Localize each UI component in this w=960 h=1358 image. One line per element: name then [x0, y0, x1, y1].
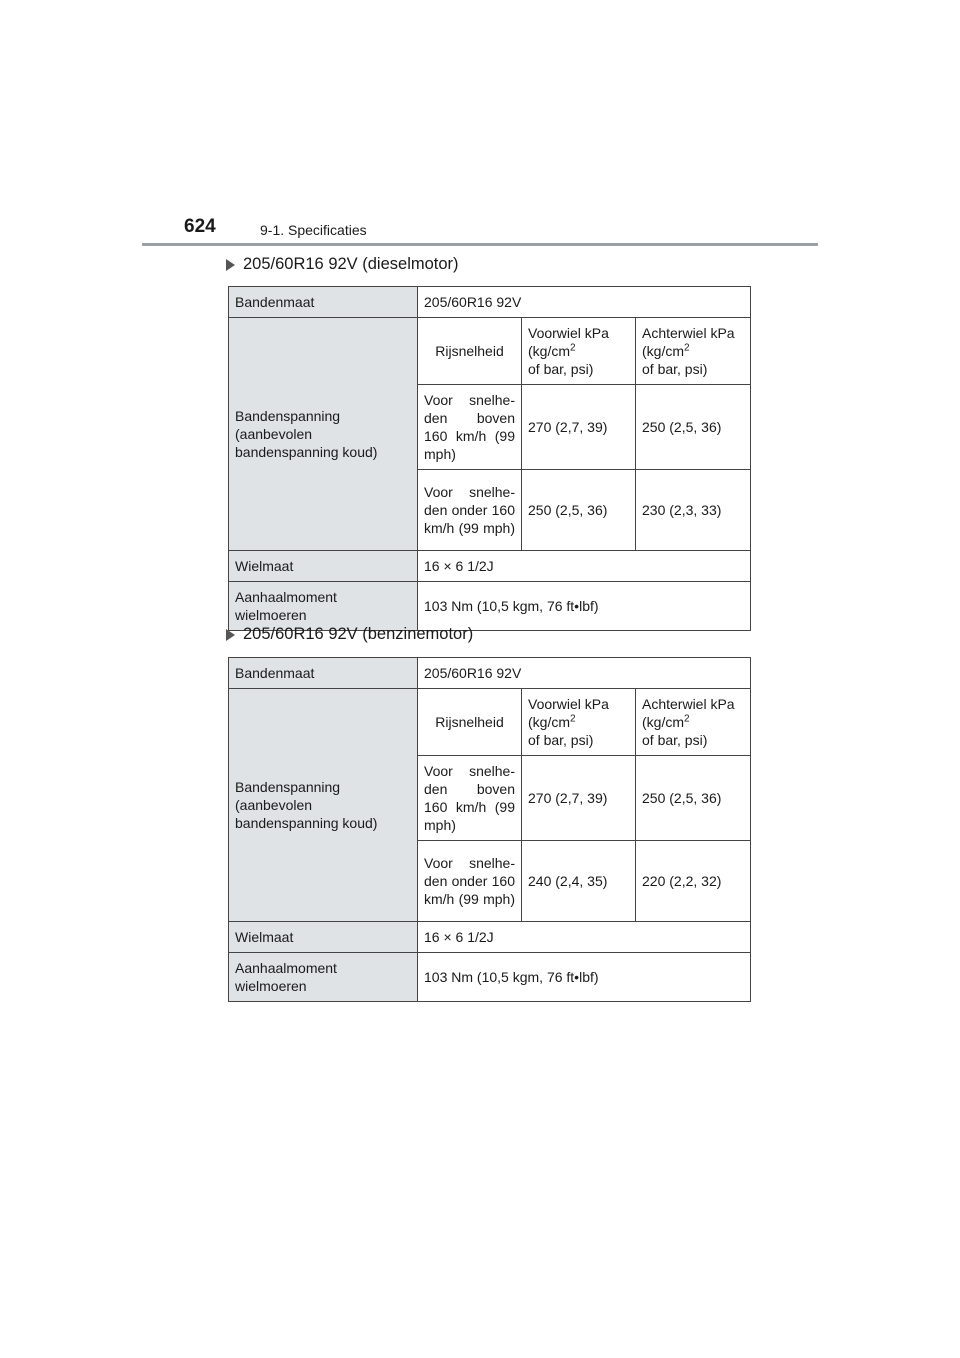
spec-table-petrol	[228, 657, 751, 1002]
page-number: 624	[184, 216, 216, 237]
rear-header-suffix: of bar, psi)	[642, 361, 708, 377]
torque-value: 103 Nm (10,5 kgm, 76 ft•lbf)	[418, 582, 751, 631]
pressure-label: Bandenspanning (aanbevolen bandenspanning koud)	[229, 318, 418, 551]
front-header-text: Voorwiel kPa (kg/cm	[528, 696, 609, 730]
front-header-text: Voorwiel kPa (kg/cm	[528, 325, 609, 359]
tire-size-label: Bandenmaat	[229, 287, 418, 318]
wheel-size-label: Wielmaat	[229, 551, 418, 582]
rear-header-suffix: of bar, psi)	[642, 732, 708, 748]
header-rule	[142, 243, 818, 246]
arrow-right-icon	[226, 259, 235, 271]
tire-size-value: 205/60R16 92V	[418, 658, 751, 689]
pressure-label: Bandenspanning (aanbevolen bandenspanning koud)	[229, 689, 418, 922]
front-pressure-cell: 270 (2,7, 39)	[522, 756, 636, 841]
front-header-suffix: of bar, psi)	[528, 732, 594, 748]
rear-header	[636, 689, 751, 756]
wheel-size-value: 16 × 6 1/2J	[418, 922, 751, 953]
section-title: 9-1. Specificaties	[260, 222, 367, 238]
wheel-size-label: Wielmaat	[229, 922, 418, 953]
spec-table-diesel	[228, 286, 751, 631]
superscript: 2	[684, 342, 690, 354]
front-pressure-cell: 270 (2,7, 39)	[522, 385, 636, 470]
speed-cell: Voor snelhe- den onder 160 km/h (99 mph)	[418, 470, 522, 551]
table-heading-petrol	[226, 625, 473, 644]
rear-pressure-cell: 250 (2,5, 36)	[636, 385, 751, 470]
superscript: 2	[684, 713, 690, 725]
speed-header: Rijsnelheid	[418, 689, 522, 756]
rear-header-text: Achterwiel kPa (kg/cm	[642, 696, 735, 730]
arrow-right-icon	[226, 629, 235, 641]
rear-header-text: Achterwiel kPa (kg/cm	[642, 325, 735, 359]
speed-header: Rijsnelheid	[418, 318, 522, 385]
speed-cell: Voor snelhe- den onder 160 km/h (99 mph)	[418, 841, 522, 922]
front-header	[522, 318, 636, 385]
front-pressure-cell: 250 (2,5, 36)	[522, 470, 636, 551]
table-heading-diesel	[226, 255, 459, 274]
wheel-size-value: 16 × 6 1/2J	[418, 551, 751, 582]
rear-pressure-cell: 220 (2,2, 32)	[636, 841, 751, 922]
torque-value: 103 Nm (10,5 kgm, 76 ft•lbf)	[418, 953, 751, 1002]
front-header-suffix: of bar, psi)	[528, 361, 594, 377]
rear-pressure-cell: 250 (2,5, 36)	[636, 756, 751, 841]
speed-cell: Voor snelhe- den boven 160 km/h (99 mph)	[418, 756, 522, 841]
table-heading-text: 205/60R16 92V (dieselmotor)	[243, 255, 459, 273]
superscript: 2	[570, 342, 576, 354]
speed-cell: Voor snelhe- den boven 160 km/h (99 mph)	[418, 385, 522, 470]
front-pressure-cell: 240 (2,4, 35)	[522, 841, 636, 922]
rear-header	[636, 318, 751, 385]
tire-size-label: Bandenmaat	[229, 658, 418, 689]
table-heading-text: 205/60R16 92V (benzinemotor)	[243, 625, 474, 643]
front-header	[522, 689, 636, 756]
torque-label: Aanhaalmoment wielmoeren	[229, 953, 418, 1002]
tire-size-value: 205/60R16 92V	[418, 287, 751, 318]
superscript: 2	[570, 713, 576, 725]
rear-pressure-cell: 230 (2,3, 33)	[636, 470, 751, 551]
torque-label: Aanhaalmoment wielmoeren	[229, 582, 418, 631]
